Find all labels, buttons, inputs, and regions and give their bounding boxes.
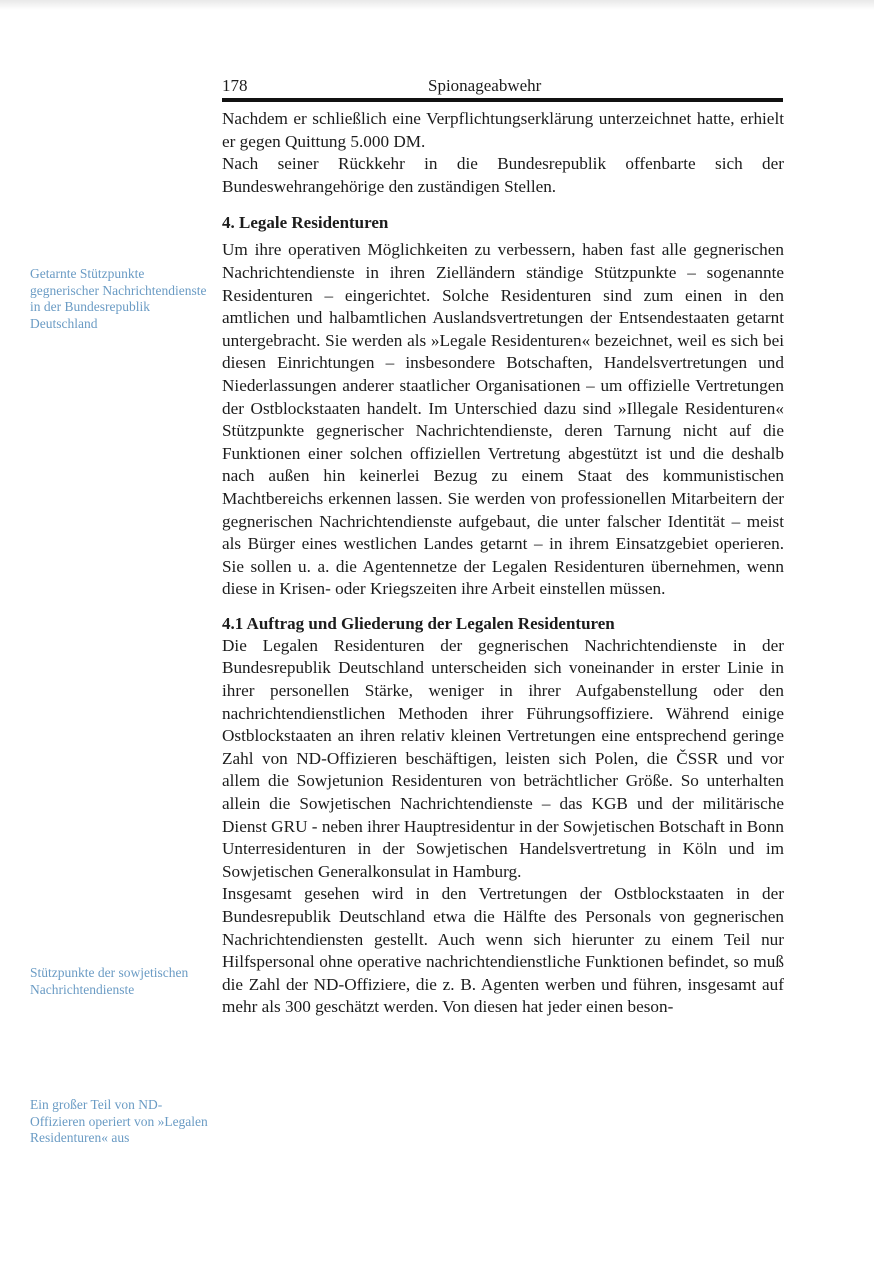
running-title: Spionageabwehr xyxy=(428,76,542,95)
scan-edge-shading xyxy=(0,0,874,10)
margin-note-soviet-services: Stützpunkte der sowjetischen Nachrichtendienste xyxy=(30,965,189,997)
page-header xyxy=(222,72,780,98)
main-text-column xyxy=(222,108,784,1019)
margin-note-legal-residencies: Getarnte Stützpunkte gegnerischer Nachrichtendienste in der Bundesrepublik Deutschland xyxy=(30,266,207,331)
margin-note-nd-officers: Ein großer Teil von ND-Offizieren operiert von »Legalen Residenturen« aus xyxy=(30,1097,208,1145)
header-rule xyxy=(222,98,783,102)
page-number: 178 xyxy=(222,76,248,95)
section-4-heading: 4. Legale Residenturen xyxy=(222,213,389,233)
intro-paragraph-2: Nach seiner Rückkehr in die Bundesrepublik offenbarte sich der Bundeswehrangehörige den zuständigen Stellen. xyxy=(222,154,784,196)
section-4-1-heading: 4.1 Auftrag und Gliederung der Legalen Residenturen xyxy=(222,613,615,633)
section-4-1-paragraph-2: Insgesamt gesehen wird in den Vertretungen der Ostblockstaaten in der Bundesrepublik Deutschland etwa die Hälfte des Personals von gegnerischen Nachrichtendiensten gestellt. Auch wenn sich hierunter zu einem Teil nur Hilfspersonal ohne operative nachrichtendienstliche Funktionen befindet, so muß die Zahl der ND-Offiziere, die z. B. Agenten werben und führen, insgesamt auf mehr als 300 geschätzt werden. Von diesen hat jeder einen beson- xyxy=(222,884,784,1017)
section-4-1-paragraph-1: Die Legalen Residenturen der gegnerischen Nachrichtendienste in der Bundesrepublik Deutschland unterscheiden sich voneinander in erster Linie in ihrer personellen Stärke, weniger in ihrer Aufgabenstellung oder den nachrichtendienstlichen Methoden ihrer Führungsoffiziere. Während einige Ostblockstaaten an ihren relativ kleinen Vertretungen eine entsprechend geringe Zahl von ND-Offizieren beschäftigen, leisten sich Polen, die ČSSR und vor allem die Sowjetunion Residenturen von beträchtlicher Größe. So unterhalten allein die Sowjetischen Nachrichtendienste – das KGB und der militärische Dienst GRU - neben ihrer Hauptresidentur in der Sowjetischen Botschaft in Bonn Unterresidenturen in der Sowjetischen Handelsvertretung in Köln und im Sowjetischen Generalkonsulat in Hamburg. xyxy=(222,635,784,881)
section-4-paragraph: Um ihre operativen Möglichkeiten zu verbessern, haben fast alle gegnerischen Nachrichtendienste in ihren Zielländern ständige Stützpunkte – sogenannte Residenturen – eingerichtet. Solche Residenturen sind zum einen in den amtlichen und halbamtlichen Auslandsvertretungen der Entsendestaaten getarnt untergebracht. Sie werden als »Legale Residenturen« bezeichnet, weil es sich bei diesen Einrichtungen – insbesondere Botschaften, Handelsvertretungen und Niederlassungen anderer staatlicher Organisationen – um offizielle Vertretungen der Ostblockstaaten handelt. Im Unterschied dazu sind »Illegale Residenturen« Stützpunkte gegnerischer Nachrichtendienste, deren Tarnung nicht auf die Funktionen einer solchen offiziellen Vertretung abgestützt ist und die deshalb nach außen hin keinerlei Bezug zu einem Staat des kommunistischen Machtbereichs erkennen lassen. Sie werden von professionellen Mitarbeitern der gegnerischen Nachrichtendienste aufgebaut, die unter falscher Identität – meist als Bürger eines westlichen Landes getarnt – in ihrem Einsatzgebiet operieren. Sie sollen u. a. die Agentennetze der Legalen Residenturen übernehmen, wenn diese in Krisen- oder Kriegszeiten ihre Arbeit einstellen müssen. xyxy=(222,240,784,599)
intro-paragraph-1: Nachdem er schließlich eine Verpflichtungserklärung unterzeichnet hatte, erhielt er gegen Quittung 5.000 DM. xyxy=(222,109,784,151)
